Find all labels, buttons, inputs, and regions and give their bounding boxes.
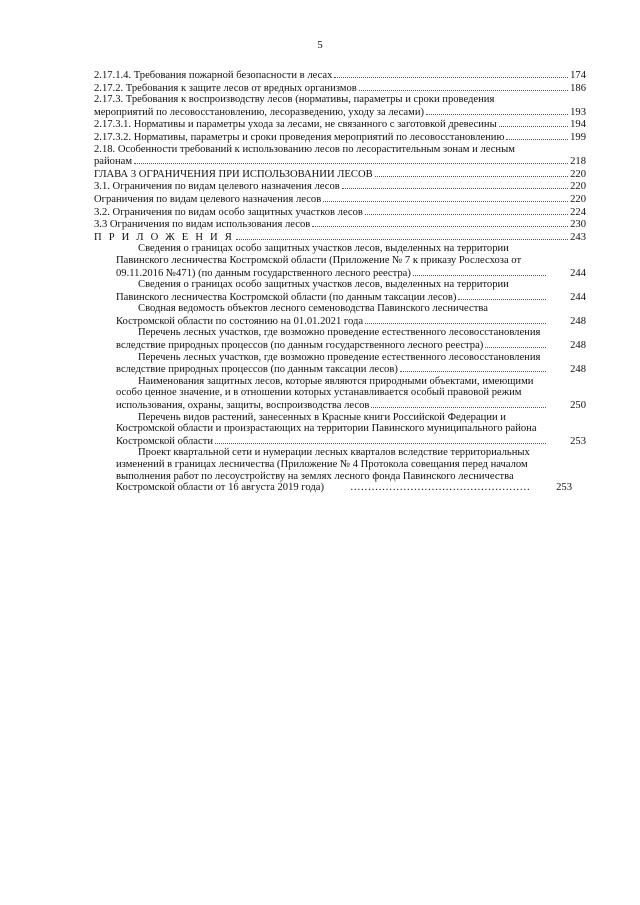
toc-entry-page: 253 [570, 435, 586, 447]
toc-entry-leader [371, 399, 546, 408]
toc-entry-title: 2.17.2. Требования к защите лесов от вредных организмов [94, 82, 357, 94]
toc-entry[interactable] [94, 303, 586, 327]
toc-entry-title: 09.11.2016 №471) (по данным государственного лесного реестра) [116, 267, 411, 279]
toc-entry[interactable] [94, 82, 586, 95]
toc-entry[interactable] [94, 168, 586, 181]
toc-entry-page: 194 [570, 119, 586, 131]
toc-entry-leader [499, 118, 568, 127]
toc-entry-page: 174 [570, 70, 586, 81]
toc-entry-leader [400, 363, 546, 372]
toc-entry-page: 230 [570, 219, 586, 231]
toc-entry[interactable] [94, 412, 586, 448]
toc-entry[interactable] [94, 180, 586, 193]
toc-entry-title: мероприятий по лесовосстановлению, лесоразведению, уходу за лесами) [94, 106, 425, 118]
toc-entry-title: 2.17.3.2. Нормативы, параметры и сроки проведения мероприятий по лесовосстановлению [94, 131, 505, 143]
toc-entry-title: Костромской области от 16 августа 2019 года) [116, 482, 325, 494]
toc-entry-page: 248 [570, 364, 586, 376]
toc-entry-page: 244 [570, 291, 586, 303]
toc-entry-title: 2.17.3.1. Нормативы и параметры ухода за лесами, не связанного с заготовкой древесины [94, 119, 497, 131]
toc-entry-page: 220 [570, 168, 586, 180]
toc-entry-line: особо ценное значение, и в отношении которых устанавливается особый правовой режим [116, 387, 522, 399]
toc-entry-page: 253 [556, 482, 572, 494]
toc-entry-page: 250 [570, 400, 586, 412]
toc-entry-line: Сведения о границах особо защитных участков лесов, выделенных на территории [138, 279, 509, 291]
toc-entry-page: 186 [570, 82, 586, 94]
toc-entry-title: ГЛАВА 3 ОГРАНИЧЕНИЯ ПРИ ИСПОЛЬЗОВАНИИ ЛЕСОВ [94, 168, 373, 180]
toc-entry[interactable] [94, 144, 586, 168]
toc-entry-title: 3.1. Ограничения по видам целевого назначения лесов [94, 181, 340, 193]
toc-entry-line: Наименования защитных лесов, которые являются природными объектами, имеющими [138, 375, 534, 387]
toc-entry-line: Сводная ведомость объектов лесного семеноводства Павинского лесничества [138, 303, 488, 315]
toc-entry-page: 220 [570, 193, 586, 205]
page-number: 5 [317, 39, 323, 51]
toc-entry[interactable] [94, 118, 586, 131]
toc-entry-page: 244 [570, 267, 586, 279]
toc-entry-line: Перечень видов растений, занесенных в Красные книги Российской Федерации и [138, 411, 506, 423]
toc-entry-line: Павинского лесничества Костромской области (Приложение № 7 к приказу Рослесхоза от [116, 254, 522, 266]
toc-entry-leader [334, 69, 568, 78]
toc-entry-leader [426, 106, 568, 115]
toc-entry-leader [365, 315, 546, 324]
toc-entry-line: Сведения о границах особо защитных участков лесов, выделенных на территории [138, 243, 509, 255]
toc-entry-page: 243 [570, 231, 586, 243]
toc-entry-leader [312, 218, 568, 227]
toc-entry[interactable] [94, 218, 586, 231]
toc-entry-page: 193 [570, 106, 586, 118]
toc-entry-line: Проект квартальной сети и нумерации лесных кварталов вследствие территориальных [138, 447, 530, 459]
toc-entry[interactable] [94, 131, 586, 144]
toc-entry-page: 224 [570, 206, 586, 218]
table-of-contents [94, 69, 586, 494]
toc-entry-line: Перечень лесных участков, где возможно проведение естественного лесовосстановления [138, 327, 541, 339]
toc-entry-line: Костромской области и произрастающих на территории Павинского муниципального района [116, 423, 537, 435]
toc-entry-title: Костромской области по состоянию на 01.01.2021 года [116, 315, 364, 327]
toc-entry-title: Павинского лесничества Костромской области (по данным таксации лесов) [116, 291, 457, 303]
toc-entry-page: 199 [570, 131, 586, 143]
toc-entry-line: 2.18. Особенности требований к использованию лесов по лесорастительным зонам и лесным [94, 143, 515, 155]
toc-entry-leader [323, 193, 568, 202]
toc-entry[interactable] [94, 193, 586, 206]
toc-entry-page: 220 [570, 181, 586, 193]
toc-entry-line: Перечень лесных участков, где возможно проведение естественного лесовосстановления [138, 351, 541, 363]
toc-entry[interactable] [94, 94, 586, 118]
toc-entry-title: Костромской области [116, 435, 213, 447]
toc-entry-title: 2.17.1.4. Требования пожарной безопасности в лесах [94, 70, 333, 81]
toc-entry-leader [134, 155, 568, 164]
toc-entry[interactable] [94, 69, 586, 82]
toc-entry[interactable] [94, 231, 586, 244]
toc-entry-leader [458, 291, 546, 300]
toc-entry-title: Ограничения по видам целевого назначения лесов [94, 193, 322, 205]
toc-entry-title: 3.3 Ограничения по видам использования лесов [94, 219, 311, 231]
toc-entry-leader: …………………………………………… [350, 482, 531, 494]
toc-entry[interactable] [94, 279, 586, 303]
toc-entry-leader [215, 435, 546, 444]
toc-entry-page: 248 [570, 315, 586, 327]
toc-entry-title: вследствие природных процессов (по данным государственного лесного реестра) [116, 340, 484, 352]
toc-entry[interactable] [94, 352, 586, 376]
toc-entry-line: выполнения работ по лесоустройству на землях лесного фонда Павинского лесничества [116, 470, 514, 482]
toc-entry-leader [375, 168, 568, 177]
toc-entry-page: 218 [570, 156, 586, 168]
toc-entry[interactable] [94, 327, 586, 351]
toc-entry-leader [413, 267, 546, 276]
toc-entry-title: вследствие природных процессов (по данным таксации лесов) [116, 364, 398, 376]
toc-entry-leader [485, 339, 546, 348]
toc-entry[interactable] [94, 376, 586, 412]
toc-entry-title: П Р И Л О Ж Е Н И Я [94, 231, 234, 243]
toc-entry-line: 2.17.3. Требования к воспроизводству лесов (нормативы, параметры и сроки проведения [94, 94, 495, 106]
toc-entry-leader [342, 180, 568, 189]
toc-entry[interactable] [94, 206, 586, 219]
toc-entry-leader [236, 231, 568, 240]
toc-entry-title: 3.2. Ограничения по видам особо защитных участков лесов [94, 206, 363, 218]
toc-entry-leader [359, 82, 568, 91]
toc-entry-leader [365, 206, 568, 215]
toc-entry-line: изменений в границах лесничества (Приложение № 4 Протокола совещания перед началом [116, 459, 528, 470]
toc-entry[interactable] [94, 243, 586, 279]
toc-entry-title: районам [94, 156, 133, 168]
toc-entry-title: использования, охраны, защиты, воспроизводства лесов [116, 400, 370, 412]
toc-entry-page: 248 [570, 340, 586, 352]
toc-entry-leader [506, 131, 568, 140]
toc-entry[interactable] [94, 447, 586, 493]
